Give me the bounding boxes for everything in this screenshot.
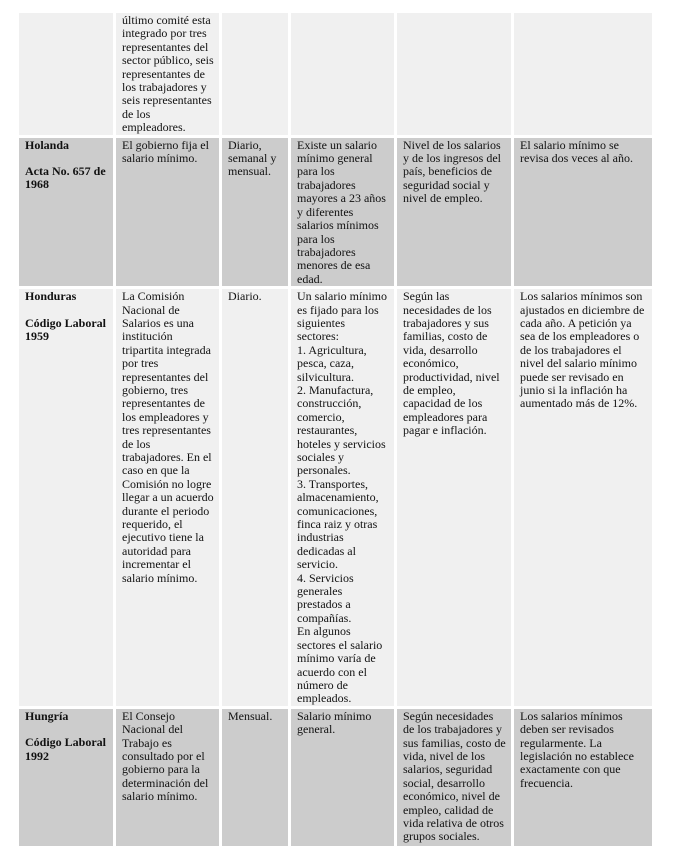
coverage-line: En algunos sectores el salario mínimo varía de acuerdo con el número de empleados. [297,624,383,706]
frequency-cell [222,13,288,135]
review-cell [514,13,652,135]
criteria-cell: Según necesidades de los trabajadores y sus familias, costo de vida, nivel de los salarios, seguridad social, desarrollo económico, nivel de empleo, calidad de vida relativa de otros grupos sociales. [397,709,511,846]
mechanism-cell: La Comisión Nacional de Salarios es una institución tripartita integrada por tres representantes del gobierno, tres representantes de los empleadores y tres representantes de los trabajadores. En el caso en que la Comisión no logre llegar a un acuerdo durante el periodo requerido, el ejecutivo tiene la autoridad para incrementar el salario mínimo. [116,289,219,706]
country-name: Honduras [25,289,77,304]
law-reference: Acta No. 657 de 1968 [25,164,106,192]
law-reference: Código Laboral 1992 [25,735,107,763]
mechanism-cell: El Consejo Nacional del Trabajo es consultado por el gobierno para la determinación del salario mínimo. [116,709,219,846]
review-cell: El salario mínimo se revisa dos veces al año. [514,138,652,286]
review-cell: Los salarios mínimos deben ser revisados regularmente. La legislación no establece exactamente con que frecuencia. [514,709,652,846]
country-name: Holanda [25,137,70,152]
criteria-cell: Nivel de los salarios y de los ingresos del país, beneficios de seguridad social y nivel de empleo. [397,138,511,286]
country-cell [19,709,113,846]
coverage-cell: Existe un salario mínimo general para los trabajadores mayores a 23 años y diferentes salarios mínimos para los trabajadores menores de esa edad. [291,138,394,286]
mechanism-cell: El gobierno fija el salario mínimo. [116,138,219,286]
minimum-wage-table [16,10,655,849]
coverage-line: 3. Transportes, almacenamiento, comunicaciones, finca raiz y otras industrias dedicadas al servicio. [297,476,379,572]
coverage-line: 2. Manufactura, construcción, comercio, restaurantes, hoteles y servicios sociales y personales. [297,382,386,478]
coverage-line: 4. Servicios generales prestados a compañías. [297,570,354,625]
law-reference: Código Laboral 1959 [25,315,107,343]
table-row [19,13,652,135]
table-row [19,138,652,286]
coverage-line: 1. Agricultura, pesca, caza, silvicultura. [297,342,367,384]
criteria-cell: Según las necesidades de los trabajadores y sus familias, costo de vida, desarrollo económico, productividad, nivel de empleo, capacidad de los empleadores para pagar e inflación. [397,289,511,706]
frequency-cell: Mensual. [222,709,288,846]
mechanism-cell: último comité esta integrado por tres representantes del sector público, seis representantes de los trabajadores y seis representantes de los empleadores. [116,13,219,135]
country-name: Hungría [25,708,69,723]
table-row [19,709,652,846]
frequency-cell: Diario, semanal y mensual. [222,138,288,286]
coverage-cell: Salario mínimo general. [291,709,394,846]
country-cell [19,13,113,135]
criteria-cell [397,13,511,135]
coverage-line: Un salario mínimo es fijado para los siguientes sectores: [297,289,387,344]
coverage-cell [291,13,394,135]
review-cell: Los salarios mínimos son ajustados en diciembre de cada año. A petición ya sea de los empleadores o de los trabajadores el nivel del salario mínimo puede ser revisado en junio si la inflación ha aumentado más de 12%. [514,289,652,706]
coverage-cell [291,289,394,706]
country-cell [19,289,113,706]
table-row [19,289,652,706]
country-cell [19,138,113,286]
frequency-cell: Diario. [222,289,288,706]
